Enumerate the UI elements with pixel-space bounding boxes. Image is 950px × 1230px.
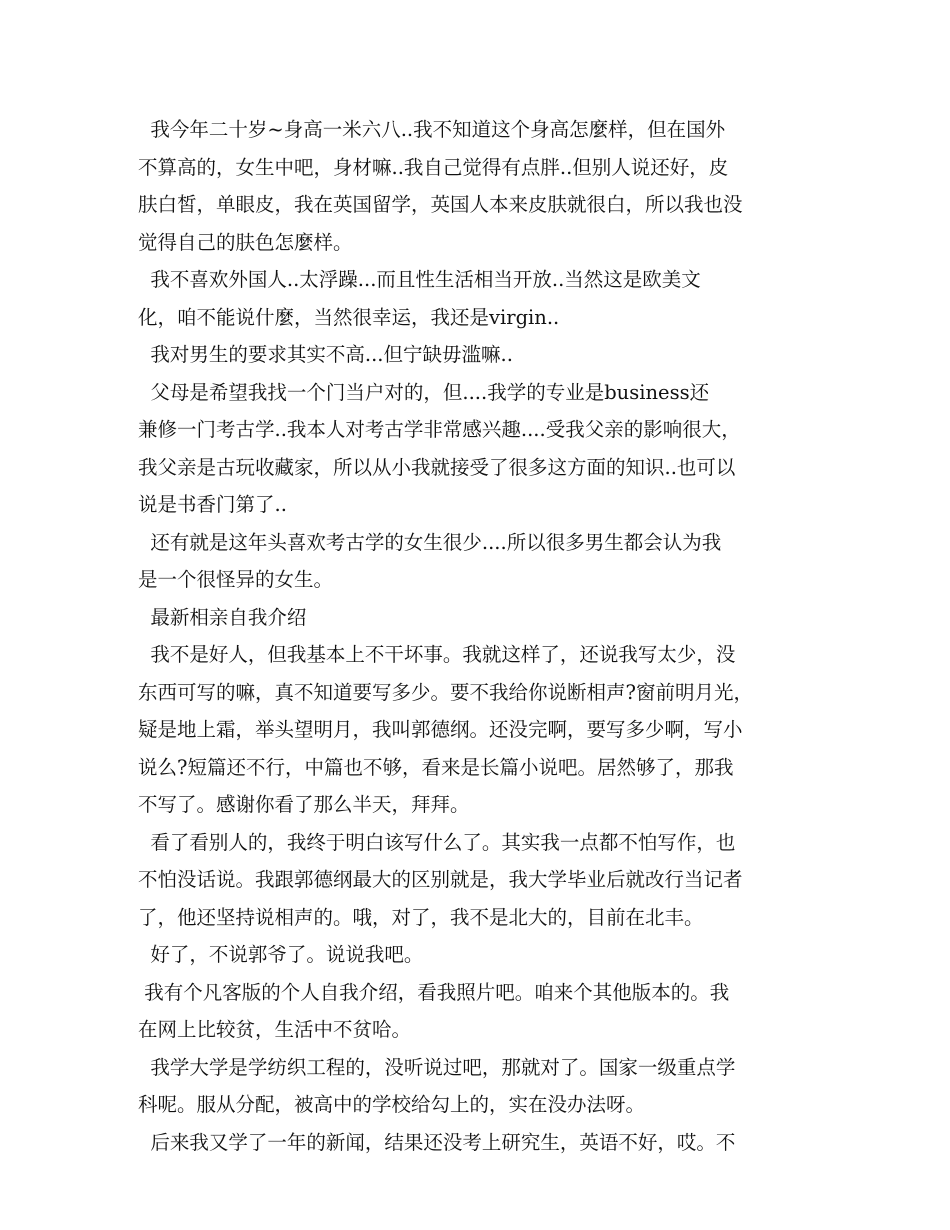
text-line: 父母是希望我找一个门当户对的，但....我学的专业是business还 xyxy=(138,381,710,404)
text-line: 我今年二十岁~身高一米六八..我不知道这个身高怎麼样，但在国外 xyxy=(138,118,726,141)
text-line: 好了，不说郭爷了。说说我吧。 xyxy=(138,943,424,966)
text-line: 不算高的，女生中吧，身材嘛..我自己觉得有点胖..但别人说还好，皮 xyxy=(138,156,729,179)
section-heading: 最新相亲自我介绍 xyxy=(138,606,307,629)
text-line: 在网上比较贫，生活中不贫哈。 xyxy=(138,1018,412,1041)
text-line: 我学大学是学纺织工程的，没听说过吧，那就对了。国家一级重点学 xyxy=(138,1056,736,1079)
text-line: 了，他还坚持说相声的。哦，对了，我不是北大的，目前在北丰。 xyxy=(138,906,704,929)
text-line: 疑是地上霜，举头望明月，我叫郭德纲。还没完啊，要写多少啊，写小 xyxy=(138,718,743,741)
text-line: 我不是好人，但我基本上不干坏事。我就这样了，还说我写太少，没 xyxy=(138,643,736,666)
text-line: 兼修一门考古学..我本人对考古学非常感兴趣....受我父亲的影响很大， xyxy=(138,418,741,441)
text-line: 不写了。感谢你看了那么半天，拜拜。 xyxy=(138,793,470,816)
text-line: 科呢。服从分配，被高中的学校给勾上的，实在没办法呀。 xyxy=(138,1093,646,1116)
text-line: 说是书香门第了.. xyxy=(138,493,287,516)
text-line: 还有就是这年头喜欢考古学的女生很少....所以很多男生都会认为我 xyxy=(138,531,722,554)
text-line: 说么?短篇还不行，中篇也不够，看来是长篇小说吧。居然够了，那我 xyxy=(138,756,734,779)
text-line: 东西可写的嘛，真不知道要写多少。要不我给你说断相声?窗前明月光， xyxy=(138,681,753,704)
text-line: 我父亲是古玩收藏家，所以从小我就接受了很多这方面的知识..也可以 xyxy=(138,456,736,479)
text-line: 我有个凡客版的个人自我介绍，看我照片吧。咱来个其他版本的。我 xyxy=(138,981,730,1004)
text-line: 我不喜欢外国人..太浮躁...而且性生活相当开放..当然这是欧美文 xyxy=(138,268,701,291)
text-line: 看了看别人的，我终于明白该写什么了。其实我一点都不怕写作，也 xyxy=(138,831,736,854)
text-line: 不怕没话说。我跟郭德纲最大的区别就是，我大学毕业后就改行当记者 xyxy=(138,868,743,891)
text-line: 觉得自己的肤色怎麼样。 xyxy=(138,231,353,254)
text-line: 是一个很怪异的女生。 xyxy=(138,568,334,591)
text-line: 化，咱不能说什麼，当然很幸运，我还是virgin.. xyxy=(138,306,560,329)
text-line: 后来我又学了一年的新闻，结果还没考上研究生，英语不好，哎。不 xyxy=(138,1131,736,1154)
text-line: 我对男生的要求其实不高...但宁缺毋滥嘛.. xyxy=(138,343,513,366)
text-line: 肤白皙，单眼皮，我在英国留学，英国人本来皮肤就很白，所以我也没 xyxy=(138,193,743,216)
